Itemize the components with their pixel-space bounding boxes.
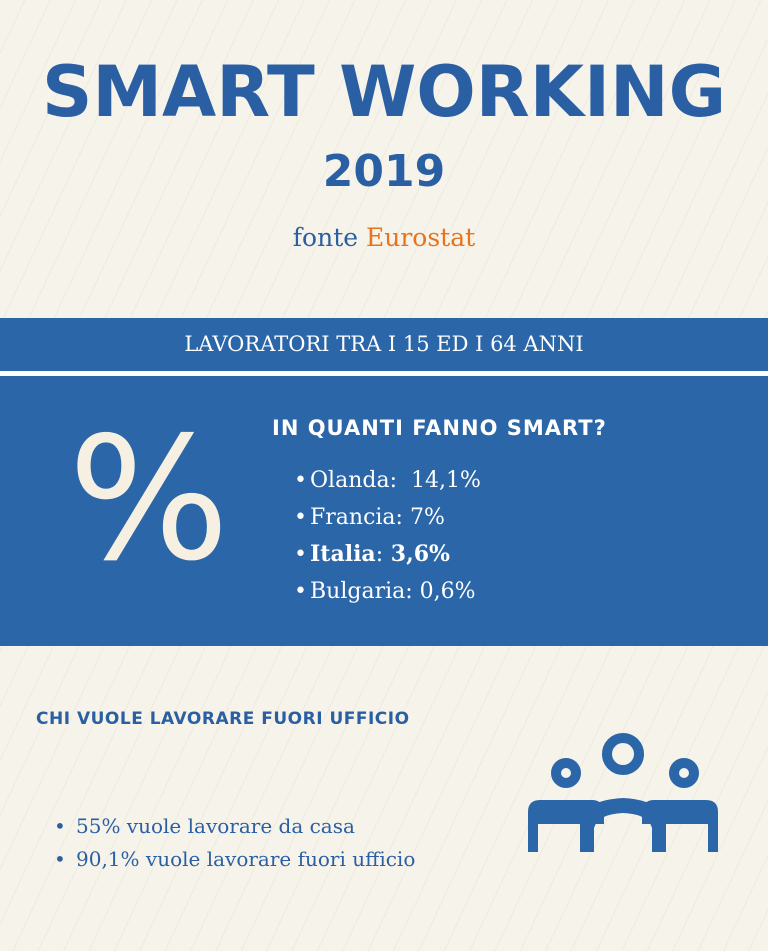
bullet-icon: • bbox=[294, 468, 307, 493]
list-item-bulgaria bbox=[294, 573, 481, 610]
source-prefix: fonte bbox=[292, 223, 359, 252]
separator: : bbox=[389, 468, 397, 493]
source-name: Eurostat bbox=[366, 223, 476, 252]
separator: : bbox=[405, 579, 413, 604]
country-rate: 0,6% bbox=[412, 579, 476, 604]
source-line bbox=[0, 220, 768, 256]
bullet-icon: • bbox=[294, 579, 307, 604]
list-item bbox=[54, 810, 415, 843]
people-group-icon bbox=[518, 730, 728, 860]
outside-office-heading: CHI VUOLE LAVORARE FUORI UFFICIO bbox=[36, 709, 410, 729]
list-item-olanda bbox=[294, 462, 481, 499]
list-item-italia bbox=[294, 536, 481, 573]
country-rate: 3,6% bbox=[383, 541, 450, 567]
country-name: Italia bbox=[310, 541, 376, 567]
country-name: Bulgaria bbox=[310, 579, 406, 604]
separator: : bbox=[375, 542, 384, 567]
bullet-icon: • bbox=[54, 847, 66, 871]
list-item-text: 55% vuole lavorare da casa bbox=[76, 814, 355, 838]
bullet-icon: • bbox=[294, 542, 307, 567]
outside-office-list bbox=[54, 810, 415, 876]
list-item-text: 90,1% vuole lavorare fuori ufficio bbox=[76, 847, 416, 871]
workers-age-band: LAVORATORI TRA I 15 ED I 64 ANNI bbox=[0, 318, 768, 371]
country-rate: 14,1% bbox=[396, 468, 481, 493]
country-rate: 7% bbox=[402, 505, 445, 530]
list-item bbox=[54, 843, 415, 876]
bullet-icon: • bbox=[54, 814, 66, 838]
page-year: 2019 bbox=[322, 146, 446, 197]
list-item-francia bbox=[294, 499, 481, 536]
separator: : bbox=[395, 505, 403, 530]
country-name: Francia bbox=[310, 505, 396, 530]
country-rate-list bbox=[294, 462, 481, 610]
percent-icon: % bbox=[68, 401, 230, 599]
page-title: SMART WORKING bbox=[41, 51, 727, 133]
smart-panel-heading: IN QUANTI FANNO SMART? bbox=[272, 416, 607, 440]
country-name: Olanda bbox=[310, 468, 390, 493]
bullet-icon: • bbox=[294, 505, 307, 530]
